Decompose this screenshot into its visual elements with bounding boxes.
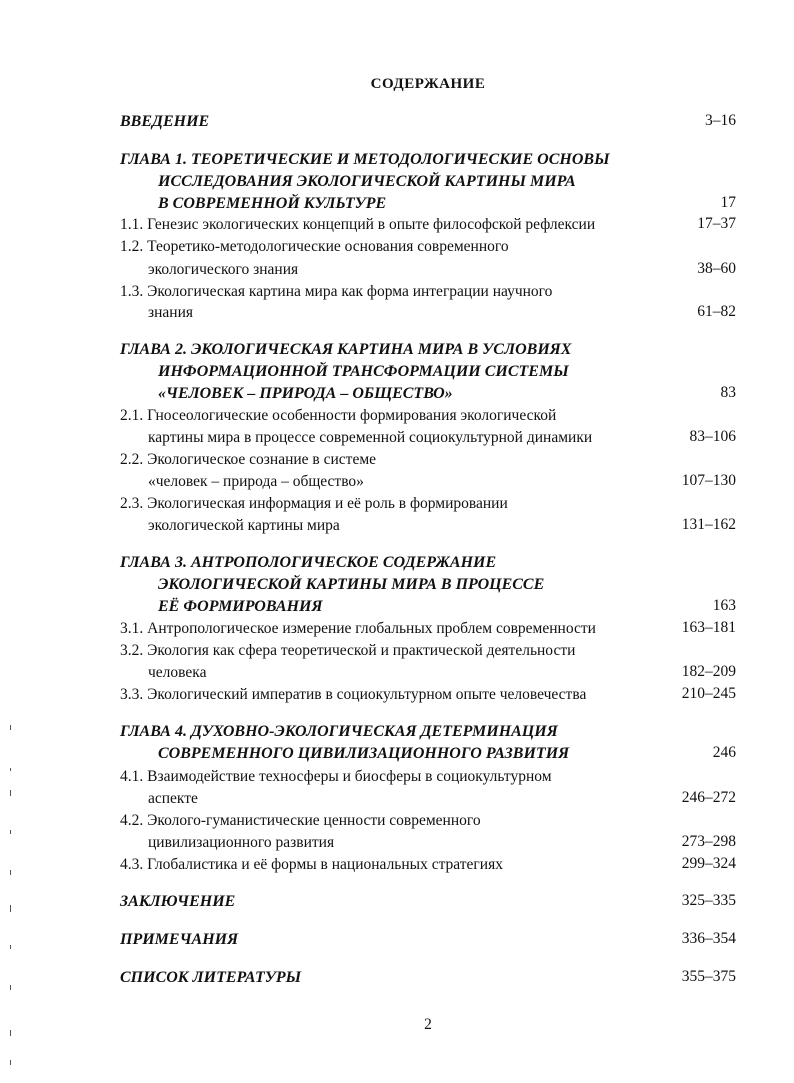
chapter-4-title-line-2: СОВРЕМЕННОГО ЦИВИЛИЗАЦИОННОГО РАЗВИТИЯ <box>158 745 570 762</box>
scan-speck <box>10 725 11 730</box>
chapter-2-title-line-3: «ЧЕЛОВЕК – ПРИРОДА – ОБЩЕСТВО» <box>158 385 453 402</box>
chapter-1-title-line-3: В СОВРЕМЕННОЙ КУЛЬТУРЕ <box>158 195 387 212</box>
section-1-1-line-1: 1.1. Генезис экологических концепций в опыте философской рефлексии <box>120 216 596 233</box>
section-3-2-pages: 182–209 <box>681 663 736 680</box>
section-1-2-line-2: экологического знания <box>148 261 299 278</box>
section-4-2-line-1: 4.2. Эколого-гуманистические ценности современного <box>120 812 481 829</box>
scan-speck <box>10 1030 11 1036</box>
chapter-3-title-line-1: ГЛАВА 3. АНТРОПОЛОГИЧЕСКОЕ СОДЕРЖАНИЕ <box>120 554 497 571</box>
section-3-3-pages: 210–245 <box>681 685 736 702</box>
bibliography-pages: 355–375 <box>681 968 736 985</box>
section-4-1-pages: 246–272 <box>681 789 736 806</box>
scan-speck <box>10 870 11 875</box>
section-3-2-line-2: человека <box>148 664 207 681</box>
section-1-3-line-2: знания <box>148 304 194 321</box>
notes-pages: 336–354 <box>681 930 736 947</box>
chapter-2-page: 83 <box>720 384 736 401</box>
page-number: 2 <box>424 1016 432 1033</box>
scan-speck <box>10 945 11 949</box>
section-4-2-line-2: цивилизационного развития <box>148 834 335 851</box>
section-4-2-pages: 273–298 <box>681 833 736 850</box>
chapter-3-page: 163 <box>712 597 736 614</box>
section-1-3-line-1: 1.3. Экологическая картина мира как форма интеграции научного <box>120 283 553 300</box>
section-2-3-line-1: 2.3. Экологическая информация и её роль в формировании <box>120 495 508 512</box>
section-1-1-pages: 17–37 <box>697 215 736 232</box>
section-2-2-line-1: 2.2. Экологическое сознание в системе <box>120 451 377 468</box>
chapter-1-title-line-1: ГЛАВА 1. ТЕОРЕТИЧЕСКИЕ И МЕТОДОЛОГИЧЕСКИЕ ОСНОВЫ <box>120 151 610 168</box>
section-2-1-line-1: 2.1. Гносеологические особенности формирования экологической <box>120 407 557 424</box>
section-2-3-pages: 131–162 <box>681 516 736 533</box>
chapter-2-title-line-1: ГЛАВА 2. ЭКОЛОГИЧЕСКАЯ КАРТИНА МИРА В УСЛОВИЯХ <box>120 341 572 358</box>
chapter-4-page: 246 <box>712 744 736 761</box>
section-3-3-line-1: 3.3. Экологический императив в социокультурном опыте человечества <box>120 686 587 703</box>
section-3-1-line-1: 3.1. Антропологическое измерение глобальных проблем современности <box>120 620 596 637</box>
section-3-1-pages: 163–181 <box>681 619 736 636</box>
section-2-3-line-2: экологической картины мира <box>148 517 340 534</box>
section-4-1-line-2: аспекте <box>148 790 198 807</box>
section-1-3-pages: 61–82 <box>697 303 736 320</box>
scan-speck <box>10 830 11 834</box>
scan-speck <box>10 985 11 990</box>
section-4-3-pages: 299–324 <box>681 855 736 872</box>
page-title: СОДЕРЖАНИЕ <box>370 76 486 92</box>
section-2-2-line-2: «человек – природа – общество» <box>148 473 364 490</box>
notes-heading: ПРИМЕЧАНИЯ <box>120 931 239 948</box>
chapter-4-title-line-1: ГЛАВА 4. ДУХОВНО-ЭКОЛОГИЧЕСКАЯ ДЕТЕРМИНАЦИЯ <box>120 723 558 740</box>
section-2-1-pages: 83–106 <box>689 428 736 445</box>
section-1-2-line-1: 1.2. Теоретико-методологические основания современного <box>120 238 509 255</box>
conclusion-heading: ЗАКЛЮЧЕНИЕ <box>120 893 236 910</box>
scan-speck <box>10 790 11 796</box>
section-4-1-line-1: 4.1. Взаимодействие техносферы и биосферы в социокультурном <box>120 768 552 785</box>
chapter-1-page: 17 <box>720 194 736 211</box>
bibliography-heading: СПИСОК ЛИТЕРАТУРЫ <box>120 969 302 986</box>
chapter-3-title-line-3: ЕЁ ФОРМИРОВАНИЯ <box>158 598 323 615</box>
scan-speck <box>10 905 11 912</box>
conclusion-pages: 325–335 <box>681 892 736 909</box>
section-4-3-line-1: 4.3. Глобалистика и её формы в национальных стратегиях <box>120 856 503 873</box>
intro-pages: 3–16 <box>705 112 736 129</box>
section-3-2-line-1: 3.2. Экология как сфера теоретической и практической деятельности <box>120 642 576 659</box>
section-2-2-pages: 107–130 <box>681 472 736 489</box>
scan-speck <box>10 1060 11 1065</box>
chapter-1-title-line-2: ИССЛЕДОВАНИЯ ЭКОЛОГИЧЕСКОЙ КАРТИНЫ МИРА <box>158 173 576 190</box>
section-1-2-pages: 38–60 <box>697 260 736 277</box>
chapter-2-title-line-2: ИНФОРМАЦИОННОЙ ТРАНСФОРМАЦИИ СИСТЕМЫ <box>158 363 569 380</box>
section-2-1-line-2: картины мира в процессе современной социокультурной динамики <box>148 429 593 446</box>
scan-speck <box>10 768 11 771</box>
chapter-3-title-line-2: ЭКОЛОГИЧЕСКОЙ КАРТИНЫ МИРА В ПРОЦЕССЕ <box>158 576 545 593</box>
intro-heading: ВВЕДЕНИЕ <box>120 113 210 130</box>
